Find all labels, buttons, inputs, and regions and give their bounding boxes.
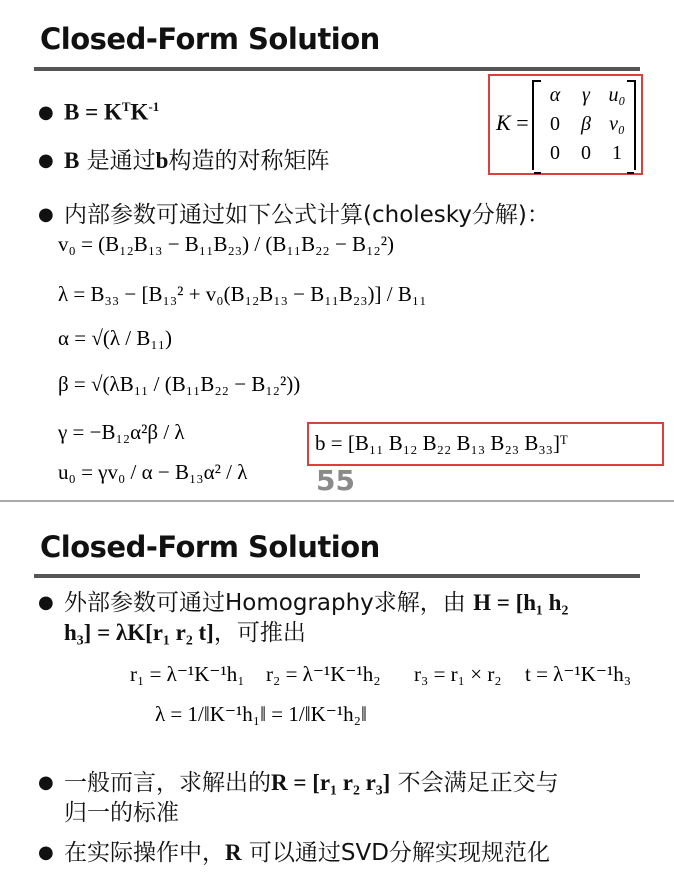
bullet-dot-icon: ● [38,101,54,123]
bullet-b-definition: ● $B = K^TK^{-1}$ [38,92,159,128]
formula-gamma: γ = −B₁₂α²β / λ [58,420,185,444]
k-matrix-label: K = [496,110,529,135]
slide-title: Closed-Form Solution [40,530,380,564]
bullet-extrinsics-line2: h₃] = λK[r₁ r₂ t]，可推出 [64,620,306,646]
bullet-extrinsics-homography: ● 外部参数可通过Homography求解，由 H = [h₁ h₂ [38,590,569,616]
formula-beta: β = √(λB₁₁ / (B₁₁B₂₂ − B₁₂²)) [58,372,301,396]
formula-r1: r₁ = λ⁻¹K⁻¹h₁ [130,662,245,686]
slide-56 [0,500,674,872]
formula-lambda: λ = B₃₃ − [B₁₃² + v₀(B₁₂B₁₃ − B₁₁B₂₃)] / B₁₁ [58,282,427,306]
formula-lambda-norm: λ = 1/‖K⁻¹h₁‖ = 1/‖K⁻¹h₂‖ [155,702,367,726]
bullet-symmetric-matrix: ● B 是通过b构造的对称矩阵 [38,148,330,174]
formula-r2: r₂ = λ⁻¹K⁻¹h₂ [266,662,381,686]
bullet-dot-icon: ● [38,204,54,225]
intrinsic-matrix-box [488,74,643,175]
k-matrix: α γ u₀ 0 β v₀ 0 0 1 [532,80,636,170]
formula-u0: u₀ = γv₀ / α − B₁₃α² / λ [58,460,248,484]
page-number: 55 [316,464,355,497]
formula-t: t = λ⁻¹K⁻¹h₃ [525,662,632,686]
bullet-intrinsics-intro: ● 内部参数可通过如下公式计算(cholesky分解)： [38,202,550,228]
bullet-dot-icon: ● [38,592,54,613]
slide-title: Closed-Form Solution [40,22,380,56]
bullet-dot-icon: ● [38,842,54,863]
bullet-rotation-line2: 归一的标准 [64,800,179,826]
formula-alpha: α = √(λ / B₁₁) [58,326,173,350]
b-vector: b = [B₁₁ B₁₂ B₂₂ B₁₃ B₂₃ B₃₃]ᵀ [315,431,568,455]
bullet-dot-icon: ● [38,772,54,793]
bullet-svd-normalization: ● 在实际操作中，R 可以通过SVD分解实现规范化 [38,840,550,866]
formula-v0: v₀ = (B₁₂B₁₃ − B₁₁B₂₃) / (B₁₁B₂₂ − B₁₂²) [58,232,394,256]
title-underline [34,67,640,71]
b-vector-box [307,422,664,466]
title-underline [34,574,640,578]
bullet-rotation-not-orthogonal: ● 一般而言，求解出的R = [r₁ r₂ r₃] 不会满足正交与 [38,770,559,796]
bullet-dot-icon: ● [38,150,54,171]
formula-r3: r₃ = r₁ × r₂ [414,662,502,686]
